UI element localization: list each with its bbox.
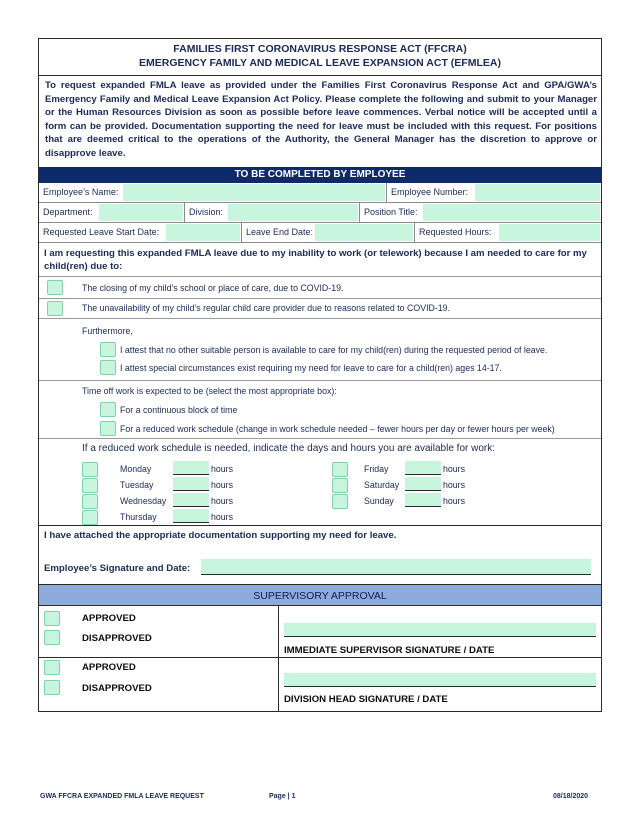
leave-start-label: Requested Leave Start Date:	[43, 227, 160, 237]
tuesday-label: Tuesday	[120, 480, 154, 490]
department-field[interactable]	[99, 204, 183, 221]
supervisor-disapproved-checkbox[interactable]	[44, 630, 60, 645]
divider	[39, 438, 601, 439]
monday-hours-field[interactable]	[173, 461, 209, 475]
form-title-line1: FAMILIES FIRST CORONAVIRUS RESPONSE ACT (FFCRA)	[173, 43, 467, 55]
divider	[39, 276, 601, 277]
hours-label: hours	[211, 480, 234, 490]
friday-hours-field[interactable]	[405, 461, 441, 475]
hours-label: hours	[443, 480, 466, 490]
employee-signature-label: Employee’s Signature and Date:	[44, 563, 191, 574]
supervisory-approval-heading: SUPERVISORY APPROVAL	[39, 584, 601, 606]
division-label: Division:	[189, 207, 224, 217]
hours-label: hours	[211, 512, 234, 522]
fmla-request-form	[38, 38, 602, 712]
division-head-approved-label: APPROVED	[82, 662, 136, 673]
division-field[interactable]	[228, 204, 358, 221]
leave-end-label: Leave End Date:	[246, 227, 314, 237]
leave-end-field[interactable]	[315, 224, 413, 241]
furthermore-label: Furthermore,	[82, 326, 133, 336]
thursday-checkbox[interactable]	[82, 510, 98, 525]
supervisor-approved-label: APPROVED	[82, 613, 136, 624]
tuesday-checkbox[interactable]	[82, 478, 98, 493]
friday-label: Friday	[364, 464, 389, 474]
hours-label: hours	[211, 464, 234, 474]
position-title-field[interactable]	[423, 204, 600, 221]
reduced-checkbox[interactable]	[100, 421, 116, 436]
attest-2-checkbox[interactable]	[100, 360, 116, 375]
supervisor-signature-label: IMMEDIATE SUPERVISOR SIGNATURE / DATE	[284, 645, 495, 656]
attest-2-label: I attest special circumstances exist requiring my need for leave to care for a child(ren) ages 14-17.	[120, 363, 502, 373]
division-head-approved-checkbox[interactable]	[44, 660, 60, 675]
divider	[39, 75, 601, 76]
saturday-hours-field[interactable]	[405, 477, 441, 491]
intro-paragraph: To request expanded FMLA leave as provided under the Families First Coronavirus Response Act and GPA/GWA’s Emergency Family and Medical Leave Expansion Act Policy. Please complete the following and submit to your Manager or the Human Resources Division as soon as possible before leave commences. Verbal notice will be accepted until a form can be provided. Documentation supporting the need for leave must be included with this request. For positions that are deemed critical to the operations of the Authority, the General Manager has the discretion to approve or disapprove leave.	[45, 80, 597, 159]
closing-checkbox[interactable]	[47, 280, 63, 295]
department-label: Department:	[43, 207, 93, 217]
reduced-label: For a reduced work schedule (change in work schedule needed – fewer hours per day or fewer hours per week)	[120, 424, 555, 434]
form-title-line2: EMERGENCY FAMILY AND MEDICAL LEAVE EXPANSION ACT (EFMLEA)	[139, 57, 501, 69]
attest-1-label: I attest that no other suitable person is available to care for my child(ren) during the requested period of leave.	[120, 345, 548, 355]
employee-name-label: Employee’s Name:	[43, 187, 119, 197]
sunday-checkbox[interactable]	[332, 494, 348, 509]
divider	[39, 298, 601, 299]
division-head-signature-label: DIVISION HEAD SIGNATURE / DATE	[284, 694, 448, 705]
employee-info-row-1	[39, 183, 601, 203]
continuous-label: For a continuous block of time	[120, 405, 238, 415]
thursday-label: Thursday	[120, 512, 157, 522]
footer-page-number	[269, 793, 296, 800]
unavailability-option-label: The unavailability of my child’s regular child care provider due to reasons related to COVID-19.	[82, 303, 451, 313]
employee-name-field[interactable]	[123, 184, 385, 201]
employee-section-heading: TO BE COMPLETED BY EMPLOYEE	[39, 167, 601, 183]
sunday-hours-field[interactable]	[405, 493, 441, 507]
page-label: Page |	[269, 793, 290, 800]
form-title	[39, 39, 601, 75]
supervisor-approved-checkbox[interactable]	[44, 611, 60, 626]
saturday-checkbox[interactable]	[332, 478, 348, 493]
schedule-question: If a reduced work schedule is needed, indicate the days and hours you are available for work:	[82, 443, 496, 454]
continuous-checkbox[interactable]	[100, 402, 116, 417]
wednesday-label: Wednesday	[120, 496, 167, 506]
employee-number-field[interactable]	[475, 184, 600, 201]
requested-hours-label: Requested Hours:	[419, 227, 492, 237]
thursday-hours-field[interactable]	[173, 509, 209, 523]
employee-info-row-3	[39, 223, 601, 243]
divider	[278, 606, 279, 712]
time-off-question: Time off work is expected to be (select the most appropriate box):	[82, 386, 337, 396]
sunday-label: Sunday	[364, 496, 394, 506]
supervisor-disapproved-label: DISAPPROVED	[82, 633, 152, 644]
page-number: 1	[291, 793, 296, 800]
division-head-disapproved-checkbox[interactable]	[44, 680, 60, 695]
employee-number-label: Employee Number:	[391, 187, 469, 197]
unavailability-checkbox[interactable]	[47, 301, 63, 316]
footer-date: 08/18/2020	[553, 793, 589, 800]
position-title-label: Position Title:	[364, 207, 418, 217]
monday-label: Monday	[120, 464, 152, 474]
wednesday-hours-field[interactable]	[173, 493, 209, 507]
attachment-statement: I have attached the appropriate documentation supporting my need for leave.	[44, 530, 397, 541]
divider	[39, 525, 601, 526]
employee-info-row-2	[39, 203, 601, 223]
division-head-signature-field[interactable]	[284, 673, 596, 687]
monday-checkbox[interactable]	[82, 462, 98, 477]
employee-signature-field[interactable]	[201, 559, 591, 575]
closing-option-label: The closing of my child’s school or place of care, due to COVID-19.	[82, 283, 344, 293]
divider	[39, 657, 601, 658]
leave-start-field[interactable]	[166, 224, 240, 241]
friday-checkbox[interactable]	[332, 462, 348, 477]
wednesday-checkbox[interactable]	[82, 494, 98, 509]
requested-hours-field[interactable]	[499, 224, 600, 241]
tuesday-hours-field[interactable]	[173, 477, 209, 491]
division-head-disapproved-label: DISAPPROVED	[82, 683, 152, 694]
hours-label: hours	[443, 496, 466, 506]
divider	[39, 380, 601, 381]
saturday-label: Saturday	[364, 480, 400, 490]
supervisor-signature-field[interactable]	[284, 623, 596, 637]
reason-question: I am requesting this expanded FMLA leave due to my inability to work (or telework) because I am needed to care for my child(ren) due to:	[44, 248, 587, 273]
hours-label: hours	[211, 496, 234, 506]
footer-form-name: GWA FFCRA EXPANDED FMLA LEAVE REQUEST	[40, 793, 204, 800]
hours-label: hours	[443, 464, 466, 474]
divider	[39, 318, 601, 319]
attest-1-checkbox[interactable]	[100, 342, 116, 357]
